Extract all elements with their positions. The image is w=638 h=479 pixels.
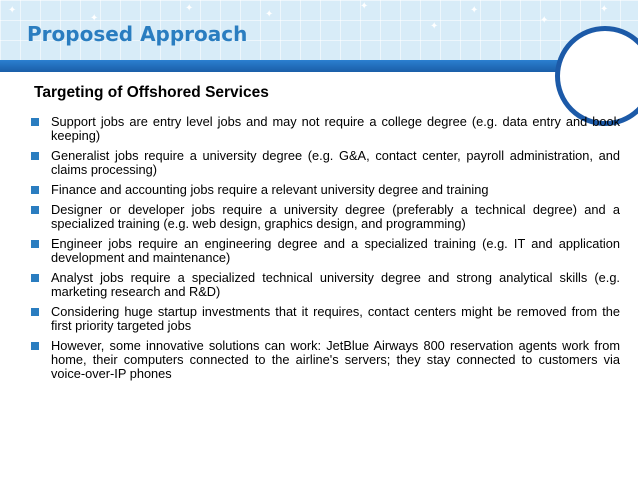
list-item [31, 115, 620, 143]
bullet-square-icon [31, 274, 39, 282]
bullet-square-icon [31, 118, 39, 126]
bullet-text: Designer or developer jobs require a university degree (preferably a technical degree) and a specialized training (e.g. web design, graphics design, and programming) [51, 202, 620, 231]
list-item [31, 183, 620, 197]
header-band [0, 60, 638, 72]
bullet-text: Generalist jobs require a university degree (e.g. G&A, contact center, payroll administration, and claims processing) [51, 148, 620, 177]
decorative-circle [555, 26, 638, 126]
sparkle-icon: ✦ [8, 5, 17, 16]
list-item [31, 305, 620, 333]
sparkle-icon: ✦ [470, 5, 479, 16]
list-item [31, 339, 620, 381]
sparkle-icon: ✦ [185, 3, 194, 14]
sparkle-icon: ✦ [265, 9, 274, 20]
slide-title: Proposed Approach [27, 22, 248, 46]
bullet-text: Considering huge startup investments that it requires, contact centers might be removed from the first priority targeted jobs [51, 304, 620, 333]
bullet-square-icon [31, 308, 39, 316]
bullet-square-icon [31, 152, 39, 160]
list-item [31, 203, 620, 231]
bullet-text: Support jobs are entry level jobs and may not require a college degree (e.g. data entry and book keeping) [51, 114, 620, 143]
bullet-text: Analyst jobs require a specialized technical university degree and strong analytical skills (e.g. marketing research and R&D) [51, 270, 620, 299]
sparkle-icon: ✦ [600, 4, 609, 15]
bullet-square-icon [31, 342, 39, 350]
list-item [31, 149, 620, 177]
list-item [31, 271, 620, 299]
slide-header [0, 0, 638, 72]
bullet-square-icon [31, 240, 39, 248]
list-item [31, 237, 620, 265]
bullet-text: Engineer jobs require an engineering degree and a specialized training (e.g. IT and application development and maintenance) [51, 236, 620, 265]
bullet-text: However, some innovative solutions can work: JetBlue Airways 800 reservation agents work from home, their computers connected to the airline's servers; they stay connected to customers via voice-over-IP phones [51, 338, 620, 381]
sparkle-icon: ✦ [430, 21, 439, 32]
bullet-text: Finance and accounting jobs require a relevant university degree and training [51, 182, 489, 197]
bullet-list [31, 115, 620, 387]
bullet-square-icon [31, 206, 39, 214]
slide-subtitle: Targeting of Offshored Services [34, 84, 269, 101]
bullet-square-icon [31, 186, 39, 194]
sparkle-icon: ✦ [90, 13, 99, 24]
sparkle-icon: ✦ [540, 15, 549, 26]
sparkle-icon: ✦ [360, 1, 369, 12]
